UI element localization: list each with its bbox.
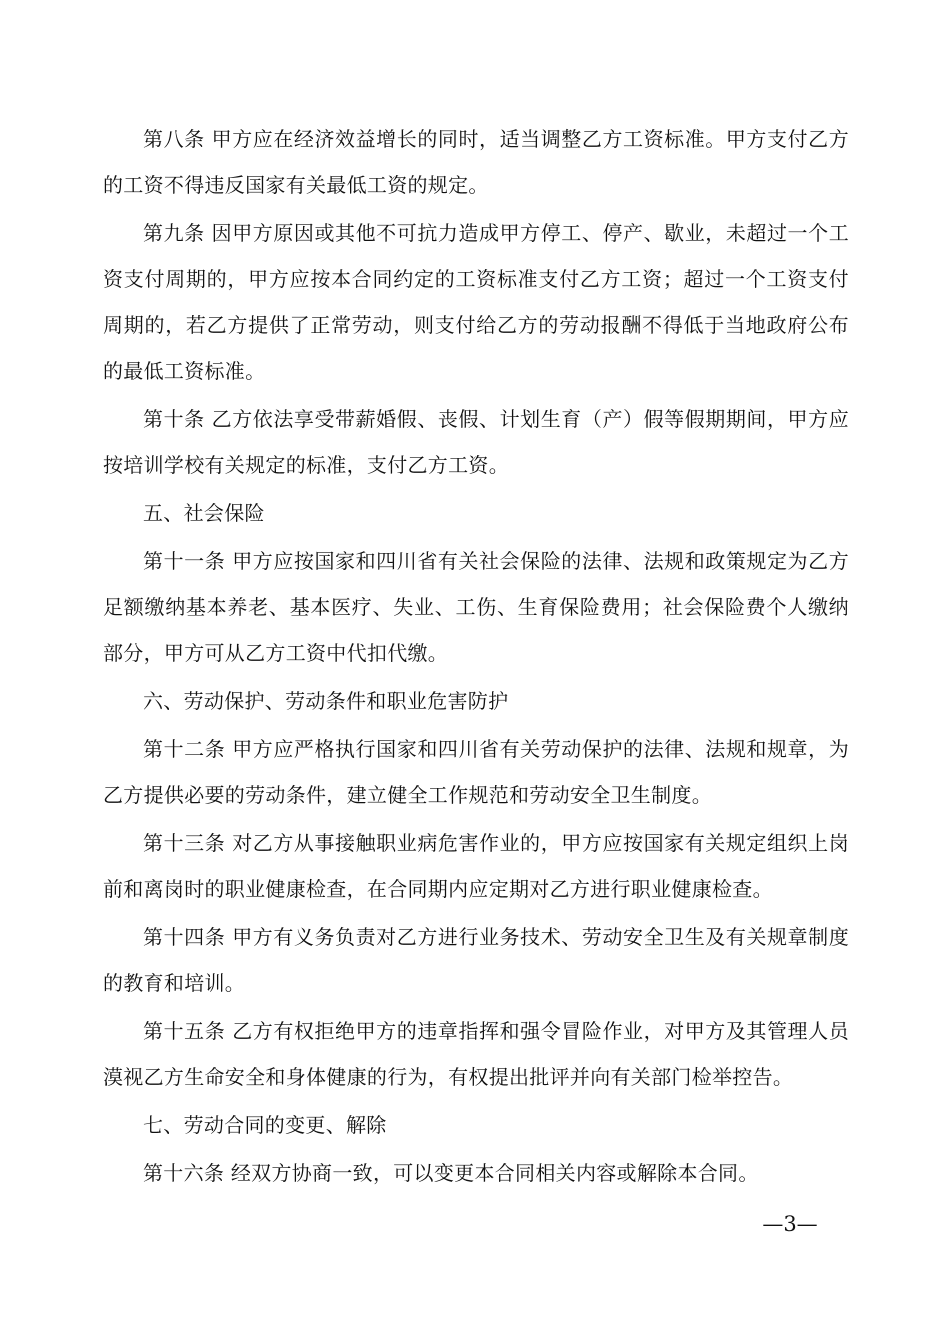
article-11: 第十一条 甲方应按国家和四川省有关社会保险的法律、法规和政策规定为乙方足额缴纳基本养老、基本医疗、失业、工伤、生育保险费用；社会保险费个人缴纳部分，甲方可从乙方工资中代扣代缴。 xyxy=(103,549,849,665)
section-heading-labor-protection: 六、劳动保护、劳动条件和职业危害防护 xyxy=(143,689,509,713)
article-8: 第八条 甲方应在经济效益增长的同时，适当调整乙方工资标准。甲方支付乙方的工资不得违反国家有关最低工资的规定。 xyxy=(103,127,849,197)
article-14: 第十四条 甲方有义务负责对乙方进行业务技术、劳动安全卫生及有关规章制度的教育和培训。 xyxy=(103,925,849,995)
article-15: 第十五条 乙方有权拒绝甲方的违章指挥和强令冒险作业，对甲方及其管理人员漠视乙方生命安全和身体健康的行为，有权提出批评并向有关部门检举控告。 xyxy=(103,1019,849,1089)
page-number: —3— xyxy=(762,1212,818,1236)
article-9: 第九条 因甲方原因或其他不可抗力造成甲方停工、停产、歇业，未超过一个工资支付周期的，甲方应按本合同约定的工资标准支付乙方工资；超过一个工资支付周期的，若乙方提供了正常劳动，则支付给乙方的劳动报酬不得低于当地政府公布的最低工资标准。 xyxy=(103,221,849,383)
article-12: 第十二条 甲方应严格执行国家和四川省有关劳动保护的法律、法规和规章，为乙方提供必要的劳动条件，建立健全工作规范和劳动安全卫生制度。 xyxy=(103,737,849,807)
section-heading-social-insurance: 五、社会保险 xyxy=(143,501,265,525)
section-heading-contract-change: 七、劳动合同的变更、解除 xyxy=(143,1113,387,1137)
article-16: 第十六条 经双方协商一致，可以变更本合同相关内容或解除本合同。 xyxy=(143,1161,759,1185)
article-13: 第十三条 对乙方从事接触职业病危害作业的，甲方应按国家有关规定组织上岗前和离岗时的职业健康检查，在合同期内应定期对乙方进行职业健康检查。 xyxy=(103,831,849,901)
article-10: 第十条 乙方依法享受带薪婚假、丧假、计划生育（产）假等假期期间，甲方应按培训学校有关规定的标准，支付乙方工资。 xyxy=(103,407,849,477)
document-body xyxy=(103,116,849,1198)
